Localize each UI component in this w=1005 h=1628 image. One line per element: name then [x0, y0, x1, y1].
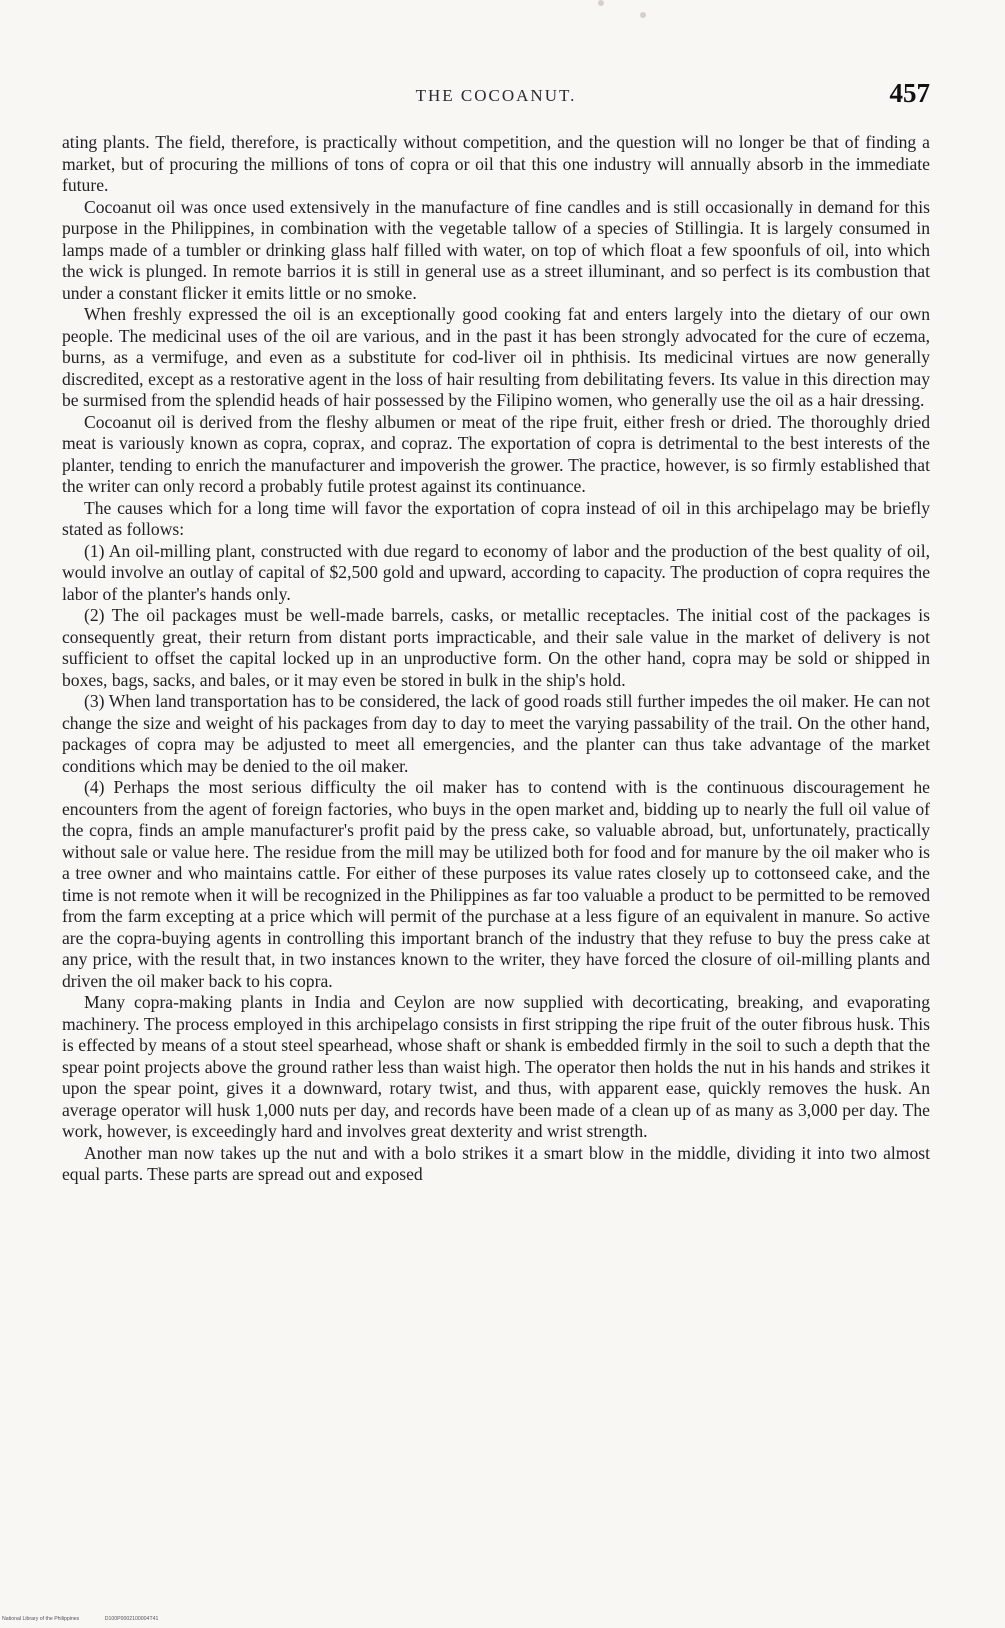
- record-id: D100P0002100004T41: [104, 1616, 159, 1622]
- paragraph: The causes which for a long time will favor the exportation of copra instead of oil in this archipelago may be briefly stated as follows:: [62, 497, 930, 539]
- library-credit: National Library of the Philippines: [2, 1616, 80, 1622]
- page-header: [62, 78, 930, 112]
- paragraph: ating plants. The field, therefore, is practically without competition, and the question will no longer be that of finding a market, but of procuring the millions of tons of copra or oil that this one industry will annually absorb in the immediate future.: [62, 132, 930, 195]
- scan-speck: [598, 0, 604, 6]
- page-number: 457: [889, 78, 930, 108]
- running-head: THE COCOANUT.: [415, 86, 577, 105]
- list-item: (1) An oil-milling plant, constructed with due regard to economy of labor and the production of the best quality of oil, would involve an outlay of capital of $2,500 gold and upward, according to capacity. The production of copra requires the labor of the planter's hands only.: [62, 540, 930, 604]
- paragraph: Many copra-making plants in India and Ceylon are now supplied with decorticating, breaking, and evaporating machinery. The process employed in this archipelago consists in first stripping the ripe fruit of the outer fibrous husk. This is effected by means of a stout steel spearhead, whose shaft or shank is embedded firmly in the soil to such a depth that the spear point projects above the ground rather less than waist high. The operator then holds the nut in his hands and strikes it upon the spear point, gives it a downward, rotary twist, and thus, with apparent ease, quickly removes the husk. An average operator will husk 1,000 nuts per day, and records have been made of a clean up of as many as 3,000 per day. The work, however, is exceedingly hard and involves great dexterity and wrist strength.: [62, 992, 930, 1141]
- paragraph: Cocoanut oil is derived from the fleshy albumen or meat of the ripe fruit, either fresh or dried. The thoroughly dried meat is variously known as copra, coprax, and copraz. The exportation of copra is detrimental to the best interests of the planter, tending to enrich the manufacturer and impoverish the grower. The practice, however, is so firmly established that the writer can only record a probably futile protest against its continuance.: [62, 411, 930, 496]
- list-item: (2) The oil packages must be well-made barrels, casks, or metallic receptacles. The initial cost of the packages is consequently great, their return from distant ports impracticable, and their sale value in the market of delivery is not sufficient to offset the capital locked up in an unproductive form. On the other hand, copra may be sold or shipped in boxes, bags, sacks, and bales, or it may even be stored in bulk in the ship's hold.: [62, 605, 930, 690]
- scan-footer: [2, 1616, 422, 1622]
- paragraph: When freshly expressed the oil is an exceptionally good cooking fat and enters largely into the dietary of our own people. The medicinal uses of the oil are various, and in the past it has been strongly advocated for the cure of eczema, burns, as a vermifuge, and even as a substitute for cod-liver oil in phthisis. Its medicinal virtues are now generally discredited, except as a restorative agent in the loss of hair resulting from debilitating fevers. Its value in this direction may be surmised from the splendid heads of hair possessed by the Filipino women, who generally use the oil as a hair dressing.: [62, 304, 930, 410]
- paragraph: Cocoanut oil was once used extensively in the manufacture of fine candles and is still occasionally in demand for this purpose in the Philippines, in combination with the vegetable tallow of a species of Stillingia. It is largely consumed in lamps made of a tumbler or drinking glass half filled with water, on top of which float a few spoonfuls of oil, into which the wick is plunged. In remote barrios it is still in general use as a street illuminant, and so perfect is its combustion that under a constant flicker it emits little or no smoke.: [62, 196, 930, 303]
- body-text: [62, 132, 930, 1522]
- scan-speck: [640, 12, 646, 18]
- list-item: (4) Perhaps the most serious difficulty the oil maker has to contend with is the continuous discouragement he encounters from the agent of foreign factories, who buys in the open market and, bidding up to nearly the full oil value of the copra, finds an ample manufacturer's profit paid by the press cake, so valuable abroad, but, unfortunately, practically without sale or value here. The residue from the mill may be utilized both for food and for manure by the oil maker who is a tree owner and who maintains cattle. For either of these purposes its value rates closely up to cottonseed cake, and the time is not remote when it will be recognized in the Philippines as far too valuable a product to be permitted to be removed from the farm excepting at a price which will permit of the purchase at a less figure of an equivalent in manure. So active are the copra-buying agents in controlling this important branch of the industry that they refuse to buy the press cake at any price, with the result that, in two instances known to the writer, they have forced the closure of oil-milling plants and driven the oil maker back to his copra.: [62, 777, 930, 991]
- list-item: (3) When land transportation has to be considered, the lack of good roads still further impedes the oil maker. He can not change the size and weight of his packages from day to day to meet the varying passability of the trail. On the other hand, packages of copra may be adjusted to meet all emergencies, and the planter can thus take advantage of the market conditions which may be denied to the oil maker.: [62, 691, 930, 776]
- paragraph: Another man now takes up the nut and with a bolo strikes it a smart blow in the middle, dividing it into two almost equal parts. These parts are spread out and exposed: [62, 1142, 930, 1184]
